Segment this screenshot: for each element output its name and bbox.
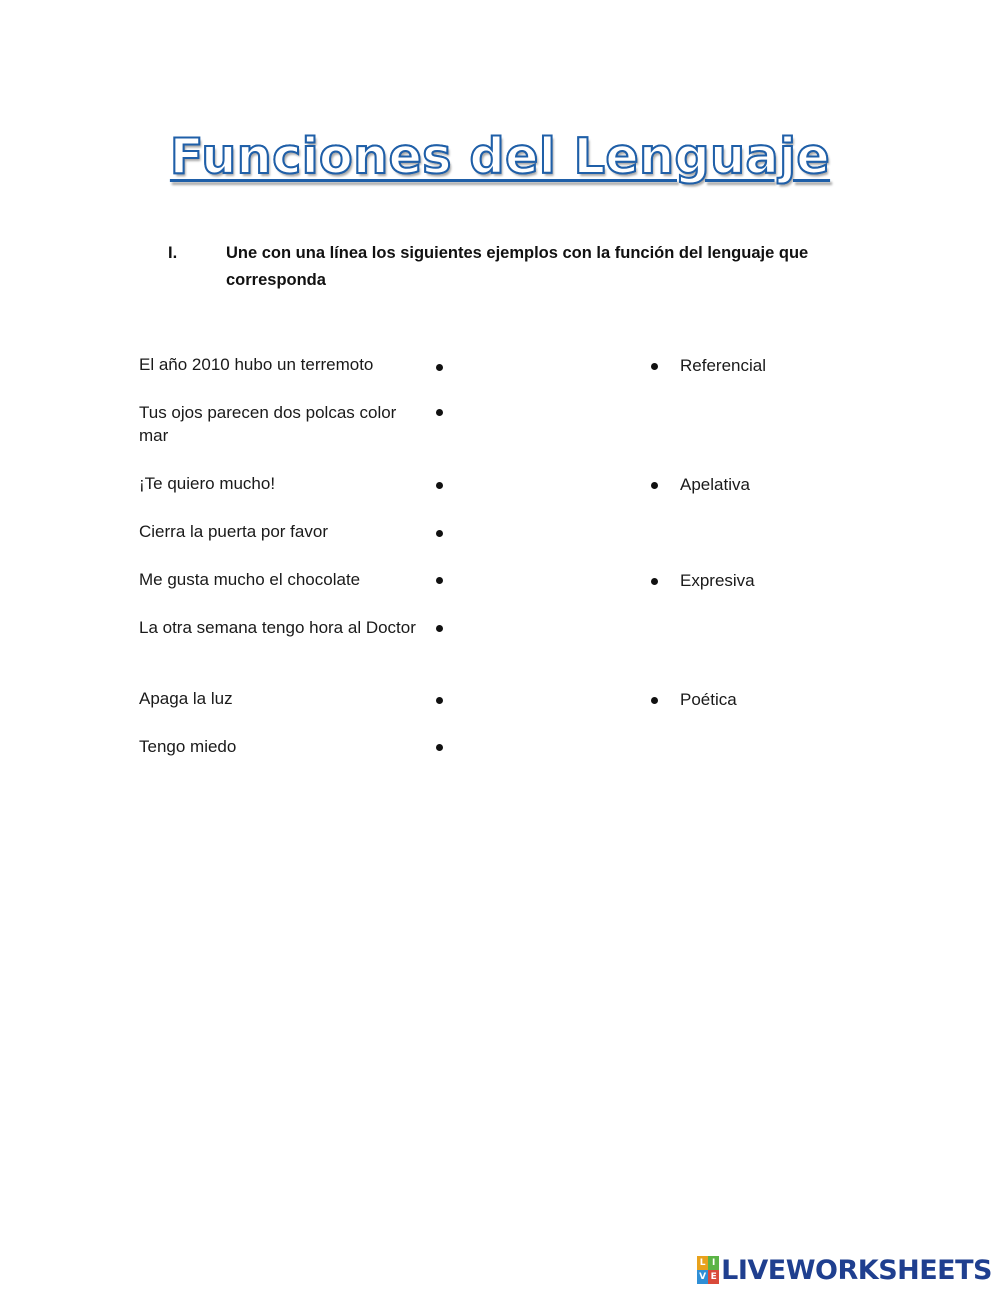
instruction <box>168 240 868 294</box>
function-dot[interactable] <box>651 482 658 489</box>
example-dot[interactable] <box>436 482 443 489</box>
instruction-text: Une con una línea los siguientes ejemplos con la función del lenguaje que corresponda <box>226 244 809 289</box>
function-item-poetica: Poética <box>680 690 737 709</box>
example-dot[interactable] <box>436 577 443 584</box>
example-dot[interactable] <box>436 364 443 371</box>
function-item-expresiva: Expresiva <box>680 571 755 590</box>
function-dot[interactable] <box>651 578 658 585</box>
example-item: Cierra la puerta por favor <box>139 522 328 541</box>
example-item: Tus ojos parecen dos polcas color mar <box>139 403 397 445</box>
logo-letter: I <box>708 1256 719 1270</box>
logo-letter: V <box>697 1270 708 1284</box>
example-item: Apaga la luz <box>139 689 233 708</box>
example-item: La otra semana tengo hora al Doctor <box>139 618 416 637</box>
example-item: El año 2010 hubo un terremoto <box>139 355 374 374</box>
example-item: Tengo miedo <box>139 737 237 756</box>
logo-letter: L <box>697 1256 708 1270</box>
logo-text: LIVEWORKSHEETS <box>721 1254 992 1286</box>
example-dot[interactable] <box>436 409 443 416</box>
page-title: Funciones del Lenguaje <box>169 128 831 185</box>
liveworksheets-logo[interactable] <box>697 1252 992 1288</box>
example-dot[interactable] <box>436 625 443 632</box>
example-dot[interactable] <box>436 530 443 537</box>
logo-mark-icon <box>697 1256 719 1284</box>
example-dot[interactable] <box>436 697 443 704</box>
instruction-number: I. <box>168 244 178 262</box>
function-item-referencial: Referencial <box>680 356 766 375</box>
example-item: Me gusta mucho el chocolate <box>139 570 361 589</box>
example-item: ¡Te quiero mucho! <box>139 474 276 493</box>
function-dot[interactable] <box>651 363 658 370</box>
logo-letter: E <box>708 1270 719 1284</box>
example-dot[interactable] <box>436 744 443 751</box>
function-item-apelativa: Apelativa <box>680 475 750 494</box>
function-dot[interactable] <box>651 697 658 704</box>
